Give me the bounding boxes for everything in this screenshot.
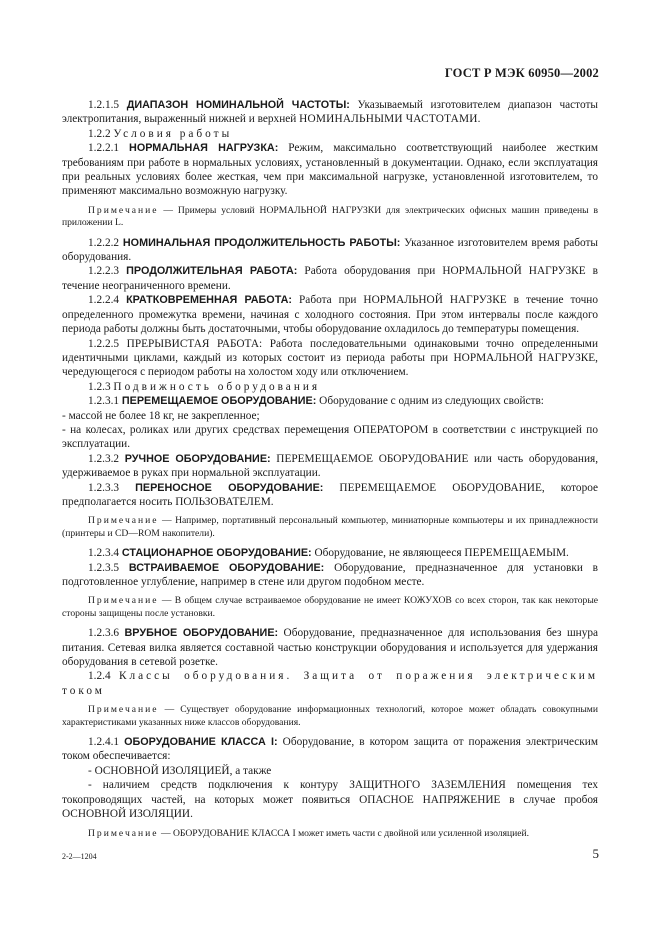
clause-text: Оборудование, в котором защита от поражения электрическим током обеспечивается: <box>62 736 598 763</box>
clause-1-2-3-1 <box>62 394 598 408</box>
note-label: Примечание <box>88 204 159 216</box>
clause-1-2-2-3 <box>62 264 598 293</box>
clause-text: . <box>270 495 274 508</box>
clause-number: 1.2.2.3 <box>88 265 127 278</box>
clause-text: Указанное изготовителем время работы оборудования. <box>62 236 598 264</box>
note-text: для электрических офисных машин приведены в приложении L. <box>62 204 599 229</box>
section-title: Условия работы <box>113 127 233 140</box>
clause-text: Указываемый изготовителем диапазон частоты электропитания, выраженный нижней и верхней <box>62 99 598 126</box>
note-text: Например, портативный персональный компьютер, миниатюрные компьютеры и их принадлежности (принтеры и CD—ROM накопители). <box>62 515 599 539</box>
clause-text: в течение неограниченного времени. <box>62 265 598 292</box>
list-item <box>62 778 598 821</box>
clause-term: ВРУБНОЕ ОБОРУДОВАНИЕ: <box>124 627 279 640</box>
clause-term-inline: ПЕРЕМЕЩАЕМОЕ ОБОРУДОВАНИЕ <box>339 481 542 494</box>
list-item-term: ЗАЩИТНОГО ЗАЗЕМЛЕНИЯ <box>349 779 506 792</box>
note-5 <box>62 828 598 840</box>
clause-number: 1.2.3.6 <box>88 627 125 640</box>
list-item-text: в случае пробоя <box>500 793 598 806</box>
clause-text: Оборудование, предназначенное для установки в подготовленное углубление, например в стене или другом подобном месте. <box>62 561 598 588</box>
page-number: 5 <box>592 846 599 861</box>
clause-text <box>323 482 339 494</box>
note-2 <box>62 515 598 540</box>
clause-number: 1.2.2.4 <box>88 294 127 307</box>
clause-term: ДИАПАЗОН НОМИНАЛЬНОЙ ЧАСТОТЫ: <box>126 99 350 111</box>
clause-number: 1.2.1.5 <box>88 99 127 111</box>
clause-1-2-1-5 <box>62 98 598 127</box>
clause-text: Режим, максимально соответствующий наиболее жестким требованиям при работе в нормальных условиях, установленный в документации. Однако, если эксплуатация при реальных условиях более жесткая, чем при максимальной нагрузке, установленной изготовителем, то применяют максимально возможную нагрузку. <box>62 142 599 198</box>
clause-term-inline: ПЕРЕМЕЩАЕМОЕ ОБОРУДОВАНИЕ <box>276 452 469 465</box>
clause-number: 1.2.3.4 <box>88 547 122 560</box>
note-1 <box>62 205 598 230</box>
list-item-text: в соответствии с инструкцией по эксплуатации. <box>62 423 599 451</box>
list-item <box>62 764 598 778</box>
note-label: Примечание <box>88 595 159 607</box>
clause-1-2-3-6 <box>62 626 598 669</box>
clause-text: , которое предполагается носить <box>62 481 599 508</box>
clause-1-2-2-5 <box>62 337 598 380</box>
note-text: В общем случае встраиваемое оборудование не имеет <box>174 595 404 607</box>
clause-1-2-3-2 <box>62 452 598 481</box>
clause-number: 1.2.2.5 <box>88 337 127 350</box>
clause-term: КРАТКОВРЕМЕННАЯ РАБОТА: <box>126 294 293 307</box>
note-4 <box>62 704 598 729</box>
clause-term-inline: НОРМАЛЬНОЙ НАГРУЗКЕ <box>442 265 586 278</box>
note-dash: — <box>158 704 181 716</box>
clause-text: . <box>566 547 569 560</box>
clause-term: ПЕРЕНОСНОЕ ОБОРУДОВАНИЕ: <box>135 481 324 494</box>
note-dash: — <box>158 515 176 527</box>
clause-1-2-3-4 <box>62 546 598 560</box>
section-number: 1.2.2 <box>88 127 114 140</box>
clause-1-2-4-1 <box>62 735 598 764</box>
section-1-2-3 <box>62 380 598 394</box>
note-3 <box>62 595 598 620</box>
list-item-term: ОСНОВНОЙ ИЗОЛЯЦИИ <box>62 808 191 821</box>
standard-code: ГОСТ Р МЭК 60950—2002 <box>444 66 599 80</box>
note-text: Существует оборудование информационных технологий, которое может обладать совокупными характеристиками указанных ниже классов оборудования. <box>62 704 598 728</box>
clause-term: ПЕРЕМЕЩАЕМОЕ ОБОРУДОВАНИЕ: <box>121 395 317 408</box>
clause-term: ОБОРУДОВАНИЕ КЛАССА I: <box>124 736 278 749</box>
note-dash: — <box>158 204 178 216</box>
clause-text: Работа последовательными одинаковыми точно определенными идентичными циклами, каждый из которых состоит из периода работы при <box>62 337 598 364</box>
clause-term: ПРЕРЫВИСТАЯ РАБОТА: <box>126 337 263 350</box>
section-1-2-2 <box>62 127 598 141</box>
note-text: Примеры условий <box>177 204 260 216</box>
clause-term: ПРОДОЛЖИТЕЛЬНАЯ РАБОТА: <box>126 265 298 278</box>
clause-term: НОРМАЛЬНАЯ НАГРУЗКА: <box>129 142 279 155</box>
clause-number: 1.2.3.5 <box>88 561 129 574</box>
list-item-text: . <box>190 808 193 821</box>
clause-term: НОМИНАЛЬНАЯ ПРОДОЛЖИТЕЛЬНОСТЬ РАБОТЫ: <box>122 236 401 249</box>
note-dash: — <box>158 595 175 607</box>
page-body <box>62 98 598 846</box>
list-item <box>62 423 598 452</box>
clause-1-2-2-1 <box>62 141 598 199</box>
list-item-text: - наличием средств подключения к контуру <box>88 779 350 792</box>
clause-term-inline: НОМИНАЛЬНЫМИ ЧАСТОТАМИ <box>299 113 478 126</box>
clause-text: . <box>477 113 481 126</box>
section-title: Подвижность оборудования <box>113 380 321 393</box>
clause-1-2-3-5 <box>62 561 598 590</box>
clause-text: в течение точно определенного промежутка времени, начиная с холодного состояния. При этом интервалы после каждого периода работы должны быть достаточными, чтобы оборудование охладилось до температуры помещения. <box>62 294 599 336</box>
note-text: ОБОРУДОВАНИЕ КЛАССА I может иметь части с двойной или усиленной изоляцией. <box>172 827 530 839</box>
clause-number: 1.2.3.1 <box>88 395 122 408</box>
clause-term-inline: ПОЛЬЗОВАТЕЛЕМ <box>175 495 271 508</box>
section-number: 1.2.3 <box>88 380 114 393</box>
clause-text: Оборудование с одним из следующих свойств: <box>316 395 544 408</box>
clause-term: РУЧНОЕ ОБОРУДОВАНИЕ: <box>124 452 271 465</box>
clause-text: Оборудование, не являющееся <box>311 547 465 560</box>
note-label: Примечание <box>88 704 159 716</box>
clause-term: СТАЦИОНАРНОЕ ОБОРУДОВАНИЕ: <box>121 547 312 560</box>
clause-number: 1.2.3.3 <box>88 481 136 494</box>
list-item: - массой не более 18 кг, не закрепленное; <box>62 409 260 422</box>
note-term: КОЖУХОВ <box>403 595 452 607</box>
list-item-text: , а также <box>229 764 272 777</box>
section-1-2-4 <box>62 669 598 698</box>
clause-number: 1.2.2.2 <box>88 236 123 249</box>
print-code: 2-2—1204 <box>62 852 97 861</box>
clause-term: ВСТРАИВАЕМОЕ ОБОРУДОВАНИЕ: <box>128 561 325 574</box>
list-item-term: - ОСНОВНОЙ ИЗОЛЯЦИЕЙ <box>88 764 230 777</box>
note-text: со всех сторон, так как некоторые стороны защищены после установки. <box>62 595 599 619</box>
clause-text: , чередующегося с периодом работы на холостом ходу или отключением. <box>62 351 598 379</box>
clause-1-2-2-4 <box>62 293 598 336</box>
clause-term-inline: НОРМАЛЬНОЙ НАГРУЗКЕ <box>363 294 507 307</box>
note-dash: — <box>158 827 173 839</box>
clause-text: Работа при <box>292 294 364 307</box>
clause-term-inline: НОРМАЛЬНОЙ НАГРУЗКЕ <box>453 351 596 364</box>
note-label: Примечание <box>88 515 159 527</box>
section-number: 1.2.4 <box>88 670 119 683</box>
section-title: Классы оборудования. Защита от поражения электрическим током <box>62 670 599 697</box>
clause-text: Оборудование, предназначенное для использования без шнура питания. Сетевая вилка является составной частью конструкции оборудования и используется для удержания оборудования в сетевой розетке. <box>62 627 599 669</box>
clause-1-2-3-3 <box>62 481 598 510</box>
note-label: Примечание <box>88 827 159 839</box>
clause-text: или часть оборудования, удерживаемое в руках при нормальной эксплуатации. <box>62 452 599 480</box>
list-item-text: - на колесах, роликах или других средствах перемещения <box>62 423 354 436</box>
clause-text: Работа оборудования при <box>297 265 443 278</box>
note-term: НОРМАЛЬНОЙ НАГРУЗКИ <box>259 204 382 216</box>
clause-1-2-2-2 <box>62 236 598 265</box>
clause-term-inline: ПЕРЕМЕЩАЕМЫМ <box>464 547 566 560</box>
list-item-term: ОПЕРАТОРОМ <box>353 423 429 436</box>
clause-number: 1.2.4.1 <box>88 736 125 749</box>
list-item-term: ОПАСНОЕ НАПРЯЖЕНИЕ <box>359 793 501 806</box>
clause-number: 1.2.2.1 <box>88 142 130 155</box>
clause-number: 1.2.3.2 <box>88 452 125 465</box>
list-item-text: помещения тех токопроводящих частей, на которых может появиться <box>62 779 598 806</box>
